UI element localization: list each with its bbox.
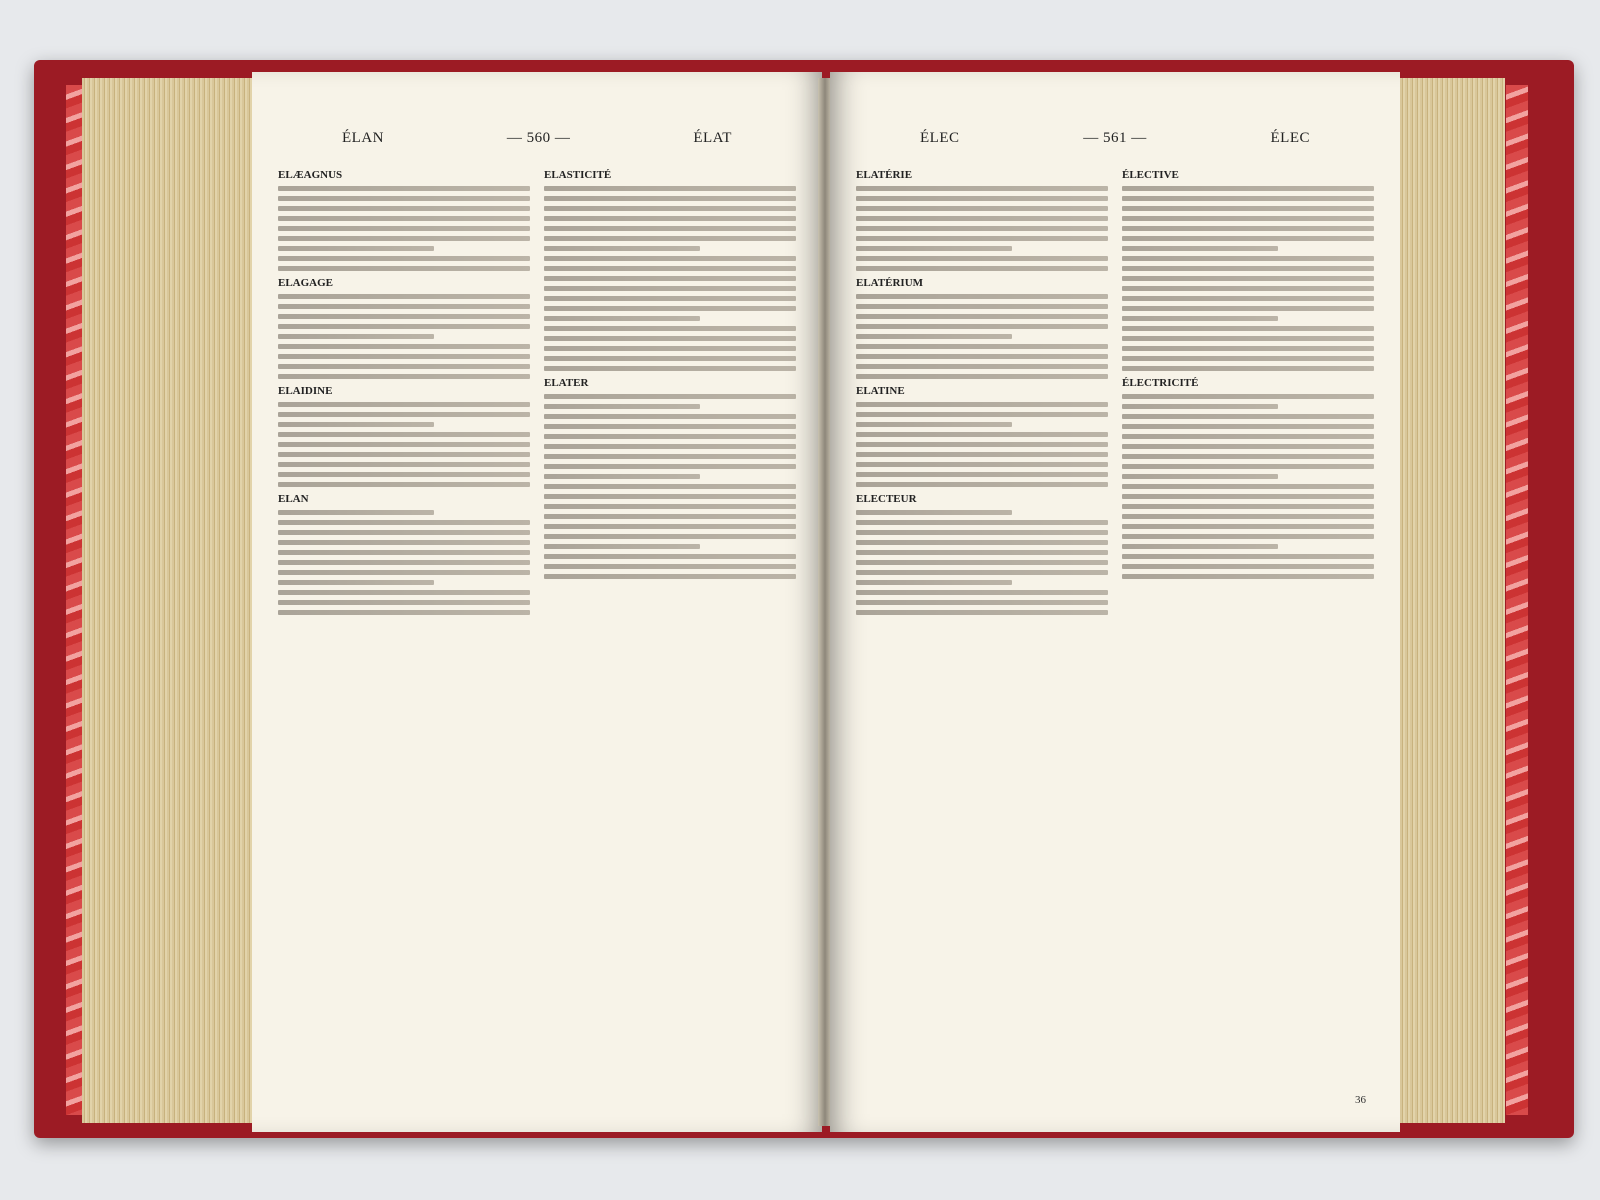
text-line-placeholder (544, 366, 796, 371)
text-line-placeholder (544, 544, 700, 549)
text-line-placeholder (544, 306, 796, 311)
text-line-placeholder (856, 266, 1108, 271)
text-line-placeholder (856, 344, 1108, 349)
text-line-placeholder (1122, 574, 1374, 579)
text-line-placeholder (544, 236, 796, 241)
text-line-placeholder (544, 316, 700, 321)
left-page-number: — 560 — (506, 130, 571, 146)
text-line-placeholder (278, 600, 530, 605)
text-line-placeholder (1122, 534, 1374, 539)
text-line-placeholder (856, 472, 1108, 477)
right-columns (856, 163, 1374, 620)
text-line-placeholder (278, 344, 530, 349)
text-line-placeholder (856, 216, 1108, 221)
text-line-placeholder (856, 364, 1108, 369)
text-line-placeholder (544, 454, 796, 459)
text-line-placeholder (1122, 236, 1374, 241)
text-line-placeholder (1122, 276, 1374, 281)
text-line-placeholder (1122, 404, 1278, 409)
text-line-placeholder (278, 196, 530, 201)
text-line-placeholder (1122, 504, 1374, 509)
left-columns (278, 163, 796, 620)
text-line-placeholder (278, 442, 530, 447)
text-line-placeholder (278, 256, 530, 261)
text-line-placeholder (1122, 196, 1374, 201)
entry-headword: ELATER (544, 377, 589, 389)
text-line-placeholder (278, 206, 530, 211)
text-line-placeholder (856, 540, 1108, 545)
text-line-placeholder (544, 346, 796, 351)
text-line-placeholder (1122, 356, 1374, 361)
text-line-placeholder (856, 354, 1108, 359)
text-line-placeholder (856, 580, 1012, 585)
text-line-placeholder (1122, 474, 1278, 479)
text-line-placeholder (544, 404, 700, 409)
text-line-placeholder (278, 246, 434, 251)
text-line-placeholder (544, 286, 796, 291)
text-line-placeholder (856, 246, 1012, 251)
entry-headword: ÉLECTIVE (1122, 169, 1179, 181)
entry-headword: ELASTICITÉ (544, 169, 612, 181)
text-line-placeholder (278, 364, 530, 369)
text-line-placeholder (278, 334, 434, 339)
text-line-placeholder (278, 236, 530, 241)
entry-headword: ELECTEUR (856, 493, 917, 505)
text-line-placeholder (856, 510, 1012, 515)
text-line-placeholder (278, 294, 530, 299)
text-line-placeholder (1122, 266, 1374, 271)
text-line-placeholder (856, 226, 1108, 231)
text-line-placeholder (856, 236, 1108, 241)
text-line-placeholder (544, 464, 796, 469)
right-header-word: ÉLEC (920, 130, 960, 146)
text-line-placeholder (856, 442, 1108, 447)
text-line-placeholder (544, 216, 796, 221)
text-line-placeholder (1122, 454, 1374, 459)
text-line-placeholder (1122, 424, 1374, 429)
text-line-placeholder (544, 414, 796, 419)
text-line-placeholder (1122, 444, 1374, 449)
text-line-placeholder (1122, 464, 1374, 469)
text-line-placeholder (856, 314, 1108, 319)
text-line-placeholder (278, 590, 530, 595)
text-line-placeholder (856, 570, 1108, 575)
text-line-placeholder (856, 374, 1108, 379)
text-line-placeholder (278, 462, 530, 467)
text-line-placeholder (278, 266, 530, 271)
text-line-placeholder (1122, 484, 1374, 489)
text-line-placeholder (856, 590, 1108, 595)
text-line-placeholder (544, 206, 796, 211)
text-line-placeholder (856, 304, 1108, 309)
text-line-placeholder (544, 256, 796, 261)
text-line-placeholder (1122, 366, 1374, 371)
text-line-placeholder (544, 434, 796, 439)
right-column-1 (856, 163, 1108, 620)
entry-headword: ELÆAGNUS (278, 169, 343, 181)
text-line-placeholder (544, 226, 796, 231)
text-line-placeholder (856, 256, 1108, 261)
text-line-placeholder (544, 504, 796, 509)
text-line-placeholder (544, 474, 700, 479)
text-line-placeholder (856, 462, 1108, 467)
text-line-placeholder (856, 482, 1108, 487)
text-line-placeholder (544, 296, 796, 301)
text-line-placeholder (1122, 246, 1278, 251)
text-line-placeholder (1122, 286, 1374, 291)
text-line-placeholder (1122, 316, 1278, 321)
entry-headword: ELATINE (856, 385, 905, 397)
text-line-placeholder (544, 484, 796, 489)
text-line-placeholder (278, 530, 530, 535)
entry-headword: ÉLECTRICITÉ (1122, 377, 1199, 389)
text-line-placeholder (278, 452, 530, 457)
text-line-placeholder (856, 412, 1108, 417)
text-line-placeholder (278, 510, 434, 515)
text-line-placeholder (1122, 554, 1374, 559)
left-page (252, 72, 822, 1132)
text-line-placeholder (544, 514, 796, 519)
text-line-placeholder (278, 580, 434, 585)
text-line-placeholder (856, 432, 1108, 437)
text-line-placeholder (278, 354, 530, 359)
text-line-placeholder (544, 394, 796, 399)
right-page (830, 72, 1400, 1132)
text-line-placeholder (544, 246, 700, 251)
text-line-placeholder (544, 326, 796, 331)
text-line-placeholder (278, 540, 530, 545)
text-line-placeholder (1122, 326, 1374, 331)
marbled-edge-right (1506, 85, 1528, 1115)
entry-headword: ELATÉRIE (856, 169, 913, 181)
text-line-placeholder (856, 334, 1012, 339)
text-line-placeholder (544, 356, 796, 361)
text-line-placeholder (856, 186, 1108, 191)
text-line-placeholder (1122, 494, 1374, 499)
text-line-placeholder (278, 374, 530, 379)
entry-headword: ELATÉRIUM (856, 277, 924, 289)
text-line-placeholder (1122, 206, 1374, 211)
right-page-header (856, 130, 1374, 147)
text-line-placeholder (856, 600, 1108, 605)
text-line-placeholder (278, 482, 530, 487)
left-page-header (278, 130, 796, 147)
text-line-placeholder (856, 560, 1108, 565)
text-line-placeholder (856, 324, 1108, 329)
text-line-placeholder (544, 564, 796, 569)
text-line-placeholder (1122, 226, 1374, 231)
text-line-placeholder (278, 412, 530, 417)
text-line-placeholder (278, 402, 530, 407)
text-line-placeholder (544, 574, 796, 579)
text-line-placeholder (544, 554, 796, 559)
text-line-placeholder (278, 560, 530, 565)
text-line-placeholder (544, 424, 796, 429)
text-line-placeholder (856, 196, 1108, 201)
text-line-placeholder (1122, 256, 1374, 261)
text-line-placeholder (1122, 216, 1374, 221)
right-page-number: — 561 — (1083, 130, 1147, 146)
text-line-placeholder (1122, 336, 1374, 341)
text-line-placeholder (856, 294, 1108, 299)
entry-headword: ELAGAGE (278, 277, 334, 289)
text-line-placeholder (544, 494, 796, 499)
text-line-placeholder (1122, 514, 1374, 519)
text-line-placeholder (278, 216, 530, 221)
text-line-placeholder (1122, 296, 1374, 301)
text-line-placeholder (1122, 434, 1374, 439)
text-line-placeholder (856, 402, 1108, 407)
text-line-placeholder (1122, 524, 1374, 529)
text-line-placeholder (544, 524, 796, 529)
text-line-placeholder (278, 324, 530, 329)
text-line-placeholder (278, 472, 530, 477)
page-block-left (82, 78, 257, 1123)
text-line-placeholder (856, 550, 1108, 555)
text-line-placeholder (1122, 186, 1374, 191)
text-line-placeholder (278, 610, 530, 615)
text-line-placeholder (544, 276, 796, 281)
text-line-placeholder (544, 444, 796, 449)
text-line-placeholder (856, 610, 1108, 615)
text-line-placeholder (544, 186, 796, 191)
text-line-placeholder (278, 314, 530, 319)
entry-headword: ELAN (278, 493, 309, 505)
left-column-1 (278, 163, 530, 620)
text-line-placeholder (1122, 564, 1374, 569)
text-line-placeholder (278, 422, 434, 427)
text-line-placeholder (856, 422, 1012, 427)
text-line-placeholder (856, 452, 1108, 457)
text-line-placeholder (278, 432, 530, 437)
text-line-placeholder (1122, 306, 1374, 311)
text-line-placeholder (544, 196, 796, 201)
right-column-2 (1122, 163, 1374, 620)
text-line-placeholder (278, 550, 530, 555)
text-line-placeholder (1122, 414, 1374, 419)
text-line-placeholder (1122, 394, 1374, 399)
text-line-placeholder (856, 206, 1108, 211)
text-line-placeholder (856, 530, 1108, 535)
entry-headword: ELAIDINE (278, 385, 333, 397)
text-line-placeholder (856, 520, 1108, 525)
text-line-placeholder (544, 534, 796, 539)
text-line-placeholder (1122, 544, 1278, 549)
folio-signature: 36 (1355, 1094, 1366, 1106)
text-line-placeholder (278, 226, 530, 231)
left-header-word-2: ÉLAT (693, 130, 732, 146)
text-line-placeholder (1122, 346, 1374, 351)
right-header-word-2: ÉLEC (1270, 130, 1310, 146)
text-line-placeholder (278, 520, 530, 525)
text-line-placeholder (544, 336, 796, 341)
left-header-word: ÉLAN (342, 130, 384, 146)
text-line-placeholder (544, 266, 796, 271)
text-line-placeholder (278, 186, 530, 191)
left-column-2 (544, 163, 796, 620)
text-line-placeholder (278, 304, 530, 309)
text-line-placeholder (278, 570, 530, 575)
